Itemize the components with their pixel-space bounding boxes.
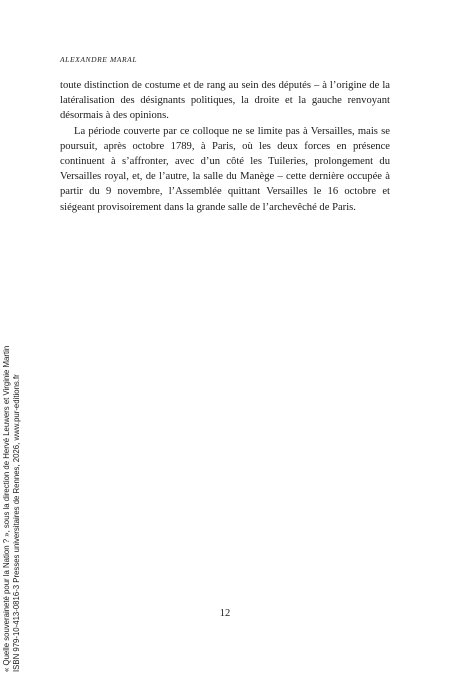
running-head: ALEXANDRE MARAL: [60, 55, 138, 64]
side-credit-isbn: ISBN 979-10-413-0816-3 Presses universitaires de Rennes, 2026, www.pur-editions.fr: [12, 374, 22, 672]
paragraph: La période couverte par ce colloque ne se limite pas à Versailles, mais se poursuit, après octobre 1789, à Paris, où les deux forces en présence continuent à s’affronter, avec d’un côté les Tuileries, prolongement du Versailles royal, et, de l’autre, la salle du Manège – cette dernière occupée à partir du 9 novembre, l’Assemblée quittant Versailles le 16 octobre et siégeant provisoirement dans la grande salle de l’archevêché de Paris.: [60, 125, 390, 213]
side-credit-title: « Quelle souveraineté pour la Nation ? », sous la direction de Hervé Leuwers et Virginie Martin: [2, 345, 11, 672]
page-number: 12: [219, 608, 231, 619]
side-credit: [2, 282, 22, 672]
paragraph: toute distinction de costume et de rang au sein des députés – à l’origine de la latéralisation des désignants politiques, la droite et la gauche renvoyant désormais à des opinions.: [60, 80, 390, 122]
body-text: [60, 78, 390, 215]
